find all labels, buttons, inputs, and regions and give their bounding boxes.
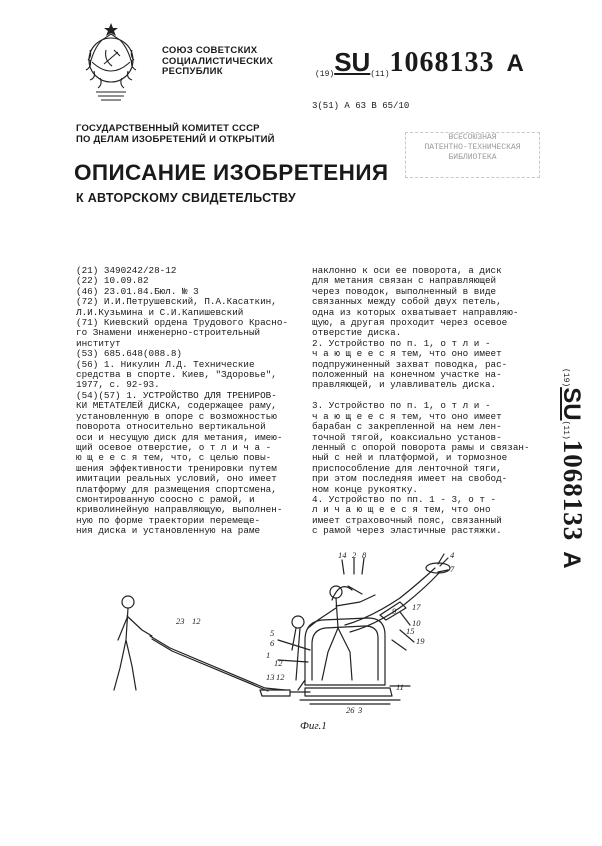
- figure-label: 3: [358, 705, 363, 715]
- text-line: щую, а другая проходит через осевое: [312, 317, 508, 329]
- ussr-emblem-icon: [68, 20, 154, 106]
- figure-label: 17: [412, 602, 421, 612]
- text-line: 4. Устройство по пп. 1 - 3, о т -: [312, 493, 497, 505]
- org-line-3: РЕСПУБЛИК: [162, 66, 223, 77]
- figure-label: 12: [274, 658, 283, 668]
- text-line: (53) 685.648(088.8): [76, 348, 183, 360]
- figure-label: 12: [276, 672, 285, 682]
- text-line: ния диска и установленную на раме: [76, 525, 261, 537]
- committee-line-1: ГОСУДАРСТВЕННЫЙ КОМИТЕТ СССР: [76, 123, 260, 134]
- figure-label: 6: [270, 638, 275, 648]
- text-line: правляющей, и улавливатель диска.: [312, 379, 497, 391]
- figure-label: 14: [338, 550, 347, 560]
- text-line: отверстие диска.: [312, 327, 402, 339]
- figure-1-drawing: [100, 540, 520, 725]
- text-line: шения эффективности тренировки путем: [76, 462, 277, 474]
- stamp-line-1: ВСЕСОЮЗНАЯ: [448, 133, 497, 142]
- vertical-number: 1068133: [558, 439, 588, 542]
- org-line-1: СОЮЗ СОВЕТСКИХ: [162, 45, 258, 56]
- text-line: точной тягой, коаксиально установ-: [312, 431, 502, 443]
- country-code: SU: [334, 47, 371, 77]
- code-19: (19): [315, 70, 335, 79]
- left-column: [76, 266, 288, 537]
- text-line: (22) 10.09.82: [76, 275, 149, 287]
- patent-number: [315, 47, 524, 79]
- text-line: ную по форме траектории перемеще-: [76, 514, 261, 526]
- text-line: ю щ е е с я тем, что, с целью повы-: [76, 452, 272, 464]
- text-line: поворота относительно вертикальной: [76, 421, 266, 433]
- library-stamp: [405, 126, 540, 178]
- figure-label: 11: [396, 682, 404, 692]
- text-line: имитации реальных условий, оно имеет: [76, 473, 277, 485]
- text-line: (46) 23.01.84.Бюл. № 3: [76, 285, 199, 297]
- text-line: барабан с закрепленной на нем лен-: [312, 421, 502, 433]
- text-line: (54)(57) 1. УСТРОЙСТВО ДЛЯ ТРЕНИРОВ-: [76, 389, 277, 401]
- figure-label: 7: [450, 564, 455, 574]
- stamp-frame: [405, 132, 540, 178]
- figure-label: 2: [352, 550, 357, 560]
- figure-label: 19: [416, 636, 425, 646]
- text-line: (72) И.И.Петрушевский, П.А.Касаткин,: [76, 296, 277, 308]
- right-column: [312, 266, 530, 537]
- org-line-2: СОЦИАЛИСТИЧЕСКИХ: [162, 55, 274, 67]
- figure-label: 26: [346, 705, 355, 715]
- text-line: оси и несущую диск для метания, имею-: [76, 431, 283, 443]
- figure-label: 1: [266, 650, 271, 660]
- text-line: го Знамени инженерно-строительный: [76, 327, 261, 339]
- text-line: ленный с опорой поворота рамы и связан-: [312, 441, 530, 453]
- text-line: ный с ней и платформой, и тормозное: [312, 452, 508, 464]
- vertical-patent-number: [548, 368, 588, 668]
- figure-label: 4: [450, 550, 455, 560]
- text-line: щий осевое отверстие, о т л и ч а -: [76, 441, 272, 453]
- text-line: положенный на конечном участке на-: [312, 369, 502, 381]
- text-line: ч а ю щ е е с я тем, что оно имеет: [312, 348, 502, 360]
- text-line: (21) 3490242/28-12: [76, 265, 177, 276]
- text-line: 1977, с. 92-93.: [76, 379, 160, 391]
- text-line: л и ч а ю щ е е с я тем, что оно: [312, 504, 491, 516]
- text-line: (71) Киевский ордена Трудового Красно-: [76, 317, 289, 329]
- text-line: подпружиненный захват поводка, рас-: [312, 358, 508, 370]
- figure-label: 23: [176, 616, 185, 626]
- committee-name: [76, 123, 275, 145]
- text-line: установленную в опоре с возможностью: [76, 410, 277, 422]
- committee-line-2: ПО ДЕЛАМ ИЗОБРЕТЕНИЙ И ОТКРЫТИЙ: [76, 134, 275, 145]
- text-line: приспособление для ленточной тяги,: [312, 462, 502, 474]
- text-line: смонтированную соосно с рамой, и: [76, 493, 255, 505]
- text-line: через поводок, выполненный в виде: [312, 285, 497, 297]
- figure-label: 9: [392, 606, 397, 616]
- text-line: Л.И.Кузьмина и С.И.Капишевский: [76, 306, 244, 318]
- figure-label: 15: [406, 626, 415, 636]
- stamp-line-2: ПАТЕНТНО-ТЕХНИЧЕСКАЯ: [424, 143, 521, 152]
- text-line: наклонно к оси ее поворота, а диск: [312, 265, 502, 276]
- figure-label: 12: [192, 616, 201, 626]
- figure-label: 13: [266, 672, 275, 682]
- text-line: для метания связан с направляющей: [312, 275, 497, 287]
- vertical-code-11: (11): [561, 420, 570, 440]
- document-title: ОПИСАНИЕ ИЗОБРЕТЕНИЯ: [74, 160, 389, 185]
- text-line: КИ МЕТАТЕЛЕЙ ДИСКА, содержащее раму,: [76, 400, 277, 412]
- figure-label: 5: [270, 628, 275, 638]
- text-line: средства в спорте. Киев, "Здоровье",: [76, 369, 277, 381]
- patent-number-value: 1068133: [389, 47, 495, 78]
- text-line: ч а ю щ е е с я тем, что оно имеет: [312, 410, 502, 422]
- text-line: ном конце рукоятку.: [312, 483, 419, 495]
- ipc-class: 3(51) А 63 В 65/10: [312, 101, 410, 111]
- patent-kind: A: [506, 50, 524, 77]
- stamp-line-3: БИБЛИОТЕКА: [448, 153, 497, 162]
- text-line: криволинейную направляющую, выполнен-: [76, 504, 283, 516]
- code-11: (11): [370, 70, 390, 79]
- text-line: имеет страховочный пояс, связанный: [312, 514, 502, 526]
- figure-caption: Фиг.1: [300, 720, 327, 732]
- text-line: при этом последняя имеет на свобод-: [312, 473, 508, 485]
- vertical-country-code: SU: [558, 387, 585, 421]
- vertical-code-19: (19): [561, 368, 570, 388]
- text-line: связанных между собой двух петель,: [312, 296, 502, 308]
- text-line: 2. Устройство по п. 1, о т л и -: [312, 337, 491, 349]
- text-line: с рамой через эластичные растяжки.: [312, 525, 502, 537]
- vertical-kind: A: [558, 551, 585, 569]
- org-name: [162, 46, 273, 78]
- document-subtitle: К АВТОРСКОМУ СВИДЕТЕЛЬСТВУ: [76, 191, 296, 205]
- figure-label: 8: [362, 550, 367, 560]
- text-line: одна из которых охватывает направляю-: [312, 306, 519, 318]
- figure-label: 10: [412, 618, 421, 628]
- text-line: (56) 1. Никулин Л.Д. Технические: [76, 358, 255, 370]
- text-line: 3. Устройство по п. 1, о т л и -: [312, 400, 491, 412]
- text-line: институт: [76, 337, 121, 349]
- text-line: платформу для размещения спортсмена,: [76, 483, 277, 495]
